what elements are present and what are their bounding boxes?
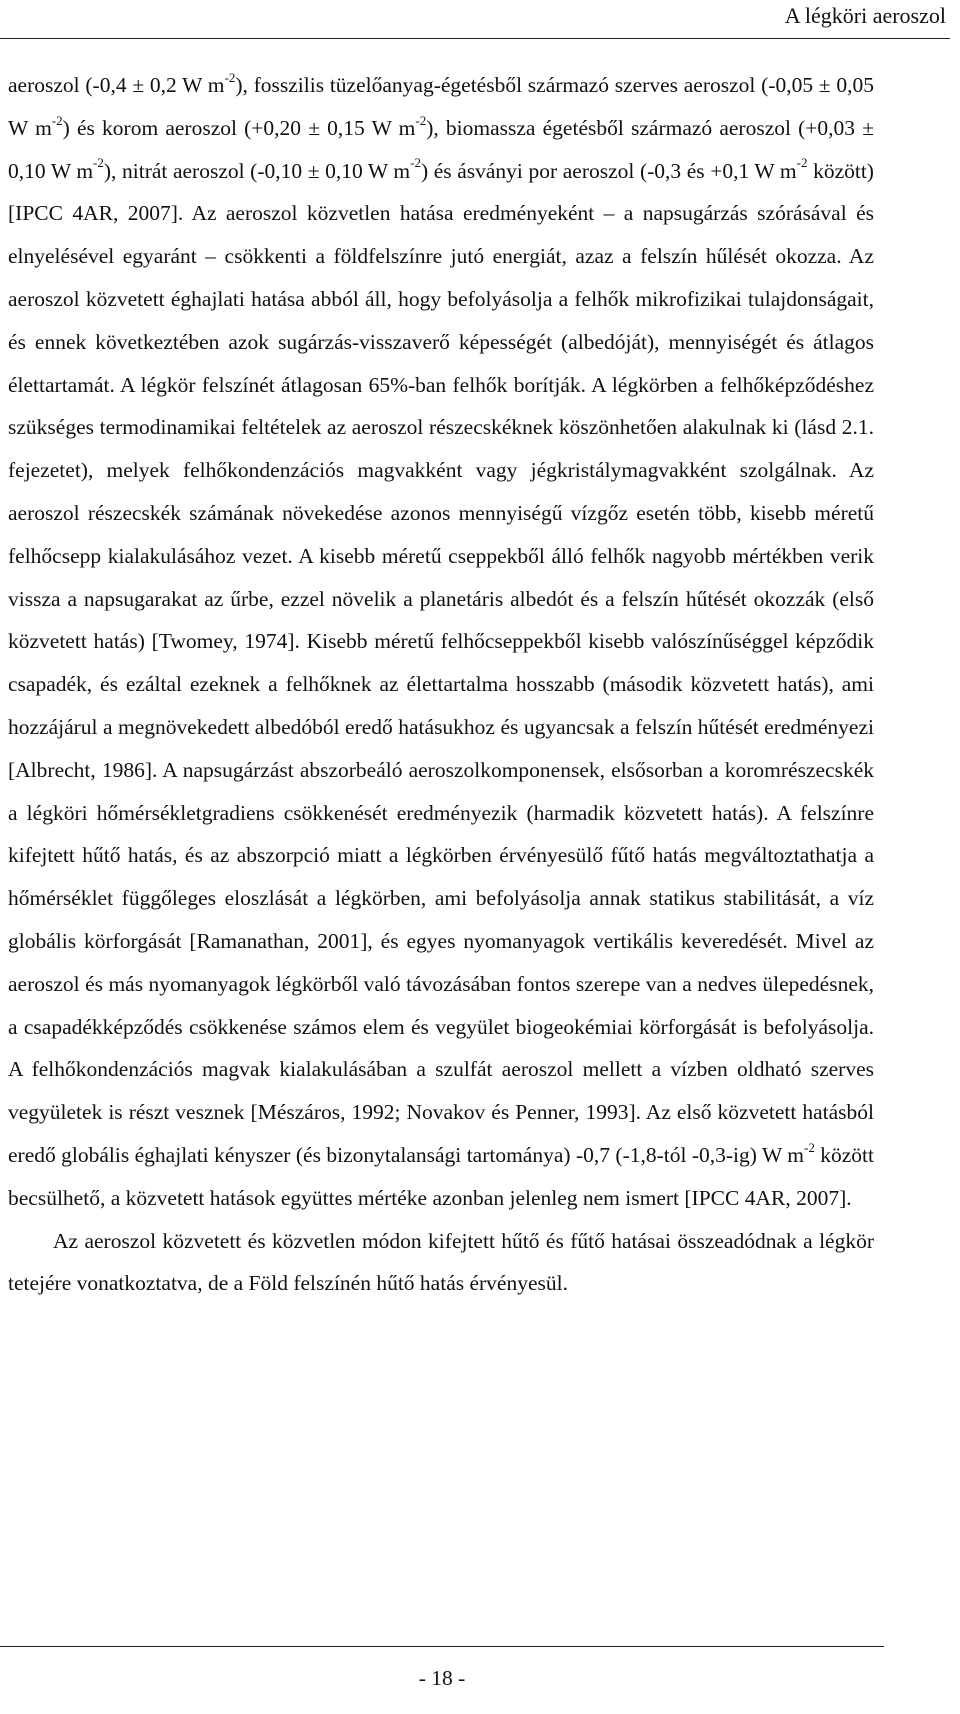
paragraph-2 <box>8 1220 874 1306</box>
superscript: -2 <box>51 112 63 128</box>
superscript: -2 <box>224 69 236 85</box>
header-rule <box>0 38 950 39</box>
superscript: -2 <box>410 155 421 171</box>
text-run: Az aeroszol közvetett és közvetlen módon kifejtett hűtő és fűtő hatásai összeadódnak a légkör tetejére vonatkoztatva, de a Föld felszínén hűtő hatás érvényesül. <box>8 1228 874 1296</box>
running-header <box>0 0 960 40</box>
text-run: ), fosszilis tüzelőanyag-égetésből származó szerves aeroszol (-0,05 ± 0,05 W m <box>8 73 874 140</box>
text-run: között becsülhető, a közvetett hatások együttes mértéke azonban jelenleg nem ismert [IPCC 4AR, 2007]. <box>8 1142 874 1210</box>
text-run: ), nitrát aeroszol (-0,10 ± 0,10 W m <box>103 158 411 183</box>
text-run: ) és korom aeroszol (+0,20 ± 0,15 W m <box>62 115 416 140</box>
text-run: ) és ásványi por aeroszol (-0,3 és +0,1 W m <box>420 158 797 183</box>
page-number: - 18 - <box>418 1666 466 1690</box>
superscript: -2 <box>93 155 104 171</box>
paragraph-1 <box>8 64 874 1220</box>
text-run: aeroszol (-0,4 ± 0,2 W m <box>8 73 225 97</box>
body-text <box>8 64 874 1305</box>
text-run: ), biomassza égetésből származó aeroszol (+0,03 ± 0,10 W m <box>8 115 875 183</box>
footer-rule <box>0 1646 884 1647</box>
text-run: között) [IPCC 4AR, 2007]. Az aeroszol közvetlen hatása eredményeként – a napsugárzás szórásával és elnyelésével egyaránt – csökkenti a földfelszínre jutó energiát, azaz a felszín hűlését okozza. Az aeroszol közvetett éghajlati hatása abból áll, hogy befolyásolja a felhők mikrofizikai tulajdonságait, és ennek következtében azok sugárzás-visszaverő képességét (albedóját), mennyiségét és átlagos élettartamát. A légkör felszínét átlagosan 65%-ban felhők borítják. A légkörben a felhőképződéshez szükséges termodinamikai feltételek az aeroszol részecskéknek köszönhetően alakulnak ki (lásd 2.1. fejezetet), melyek felhőkondenzációs magvakként vagy jégkristálymagvakként szolgálnak. Az aeroszol részecskék számának növekedése azonos mennyiségű vízgőz esetén több, kisebb méretű felhőcsepp kialakulásához vezet. A kisebb méretű cseppekből álló felhők nagyobb mértékben verik vissza a napsugarakat az űrbe, ezzel növelik a planetáris albedót és a felszín hűtését okozzák (első közvetett hatás) [Twomey, 1974]. Kisebb méretű felhőcseppekből kisebb valószínűséggel képződik csapadék, és ezáltal ezeknek a felhőknek az élettartalma hosszabb (második közvetett hatás), ami hozzájárul a megnövekedett albedóból eredő hatásukhoz és ugyancsak a felszín hűtését eredményezi [Albrecht, 1986]. A napsugárzást abszorbeáló aeroszolkomponensek, elsősorban a koromrészecskék a légköri hőmérsékletgradiens csökkenését eredményezik (harmadik közvetett hatás). A felszínre kifejtett hűtő hatás, és az abszorpció miatt a légkörben érvényesülő fűtő hatás megváltoztathatja a hőmérséklet függőleges eloszlását a légkörben, ami befolyásolja annak statikus stabilitását, a víz globális körforgását [Ramanathan, 2001], és egyes nyomanyagok vertikális keveredését. Mivel az aeroszol és más nyomanyagok légkörből való távozásában fontos szerepe van a nedves ülepedésnek, a csapadékképződés csökkenése számos elem és vegyület biogeokémiai körforgását is befolyásolja. A felhőkondenzációs magvak kialakulásában a szulfát aeroszol mellett a vízben oldható szerves vegyületek is részt vesznek [Mészáros, 1992; Novakov és Penner, 1993]. Az első közvetett hatásból eredő globális éghajlati kényszer (és bizonytalansági tartománya) -0,7 (-1,8-tól -0,3-ig) W m <box>8 158 874 1167</box>
running-title: A légköri aeroszol <box>784 3 946 28</box>
superscript: -2 <box>415 112 427 128</box>
superscript: -2 <box>804 1139 815 1155</box>
superscript: -2 <box>796 155 808 171</box>
